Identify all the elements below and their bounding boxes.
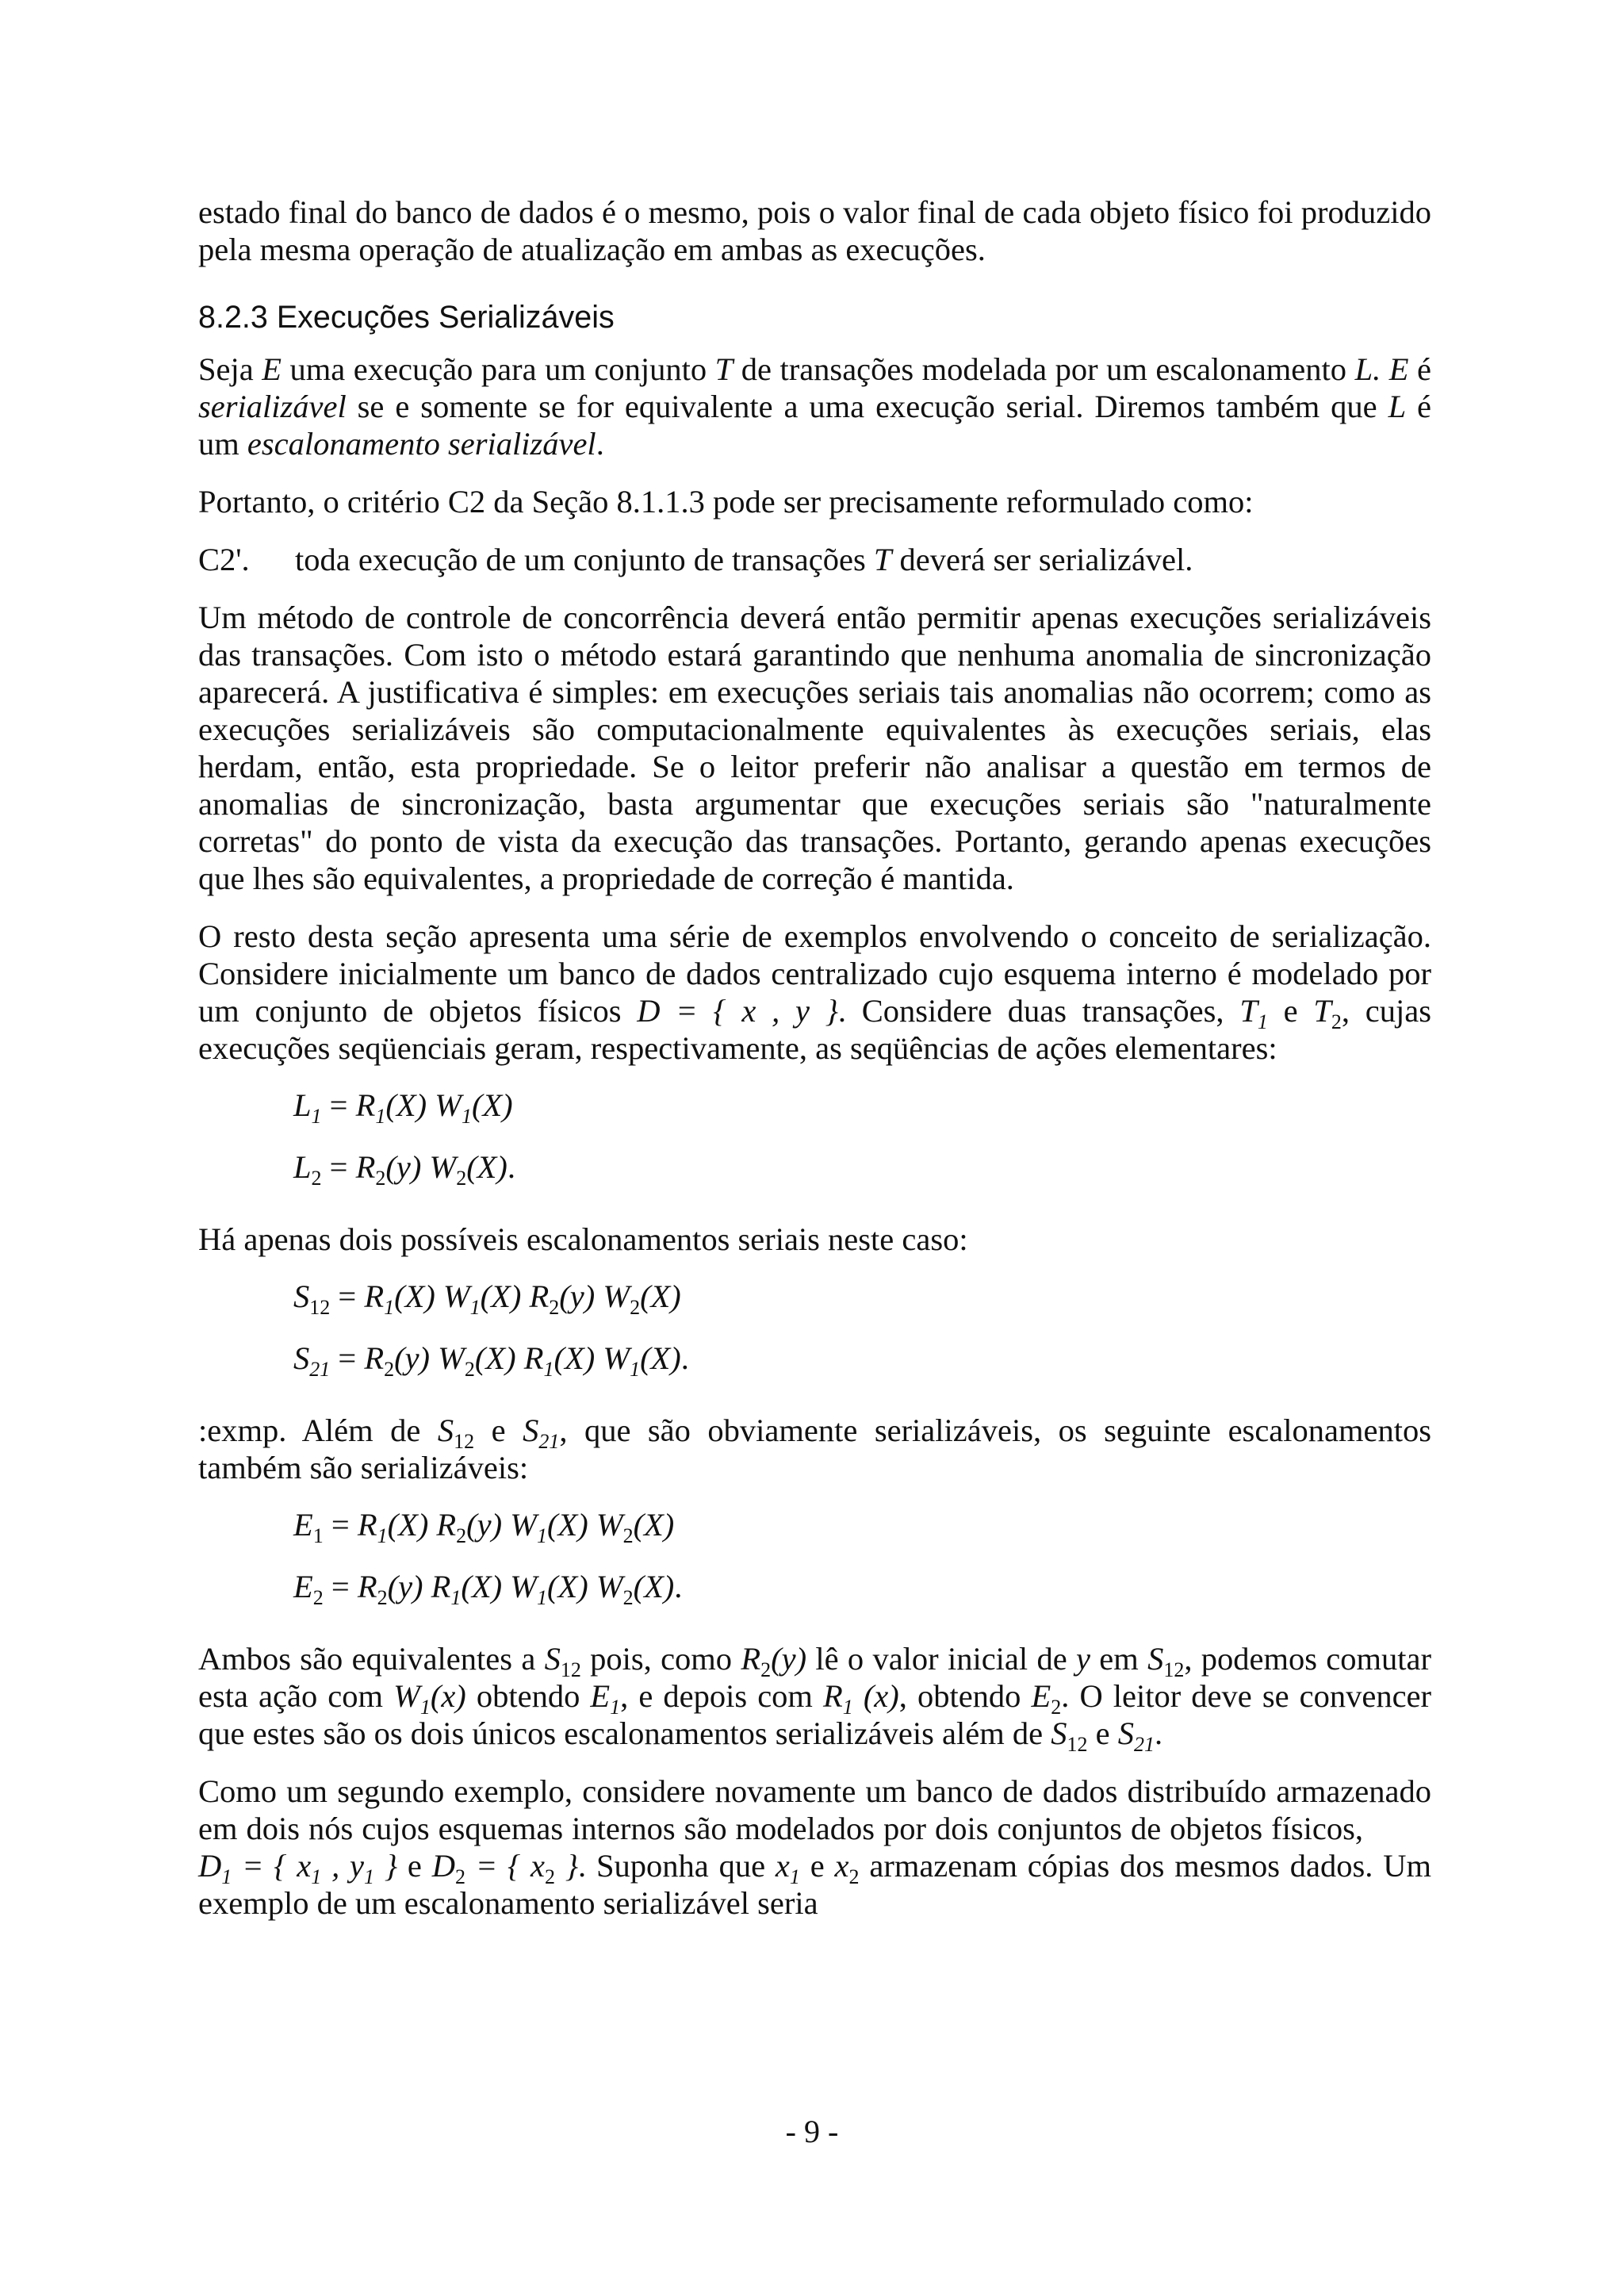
criterion-text: toda execução de um conjunto de transações T deverá ser serializável. <box>295 542 1193 577</box>
section-heading: 8.2.3 Execuções Serializáveis <box>198 300 615 335</box>
page-content <box>198 194 1431 1922</box>
text: estado final do banco de dados é o mesmo, pois o valor final de cada objeto físico foi <box>198 194 1293 230</box>
paragraph-intro <box>198 194 1431 268</box>
paragraph-method: Um método de controle de concorrência deverá então permitir apenas execuções serializáveis das transações. Com isto o método estará garantindo que nenhuma anomalia de sincronização aparecerá. A justificativa é simples: em execuções seriais tais anomalias não ocorrem; como as execuções serializáveis são computacionalmente equivalentes às execuções seriais, elas herdam, então, esta propriedade. Se o leitor preferir não analisar a questão em termos de anomalias de sincronização, basta argumentar que execuções seriais são "naturalmente corretas" do ponto de vista da execução das transações. Portanto, gerando apenas execuções que lhes são equivalentes, a propriedade de correção é mantida. <box>198 600 1431 896</box>
equation-e2: $E_2 = R_2(y)$ $R_1(X)$ $W_1(X)$ $W_2(X)$. <box>293 1569 683 1609</box>
criterion-label: C2'. <box>198 542 250 577</box>
paragraph-examples: O resto desta seção apresenta uma série de exemplos envolvendo o conceito de serialização. Considere inicialmente um banco de dados centralizado cujo esquema interno é modelado por um conjunto de objetos físicos D = { x , y }. Considere duas transações, $T_1$ e $T_2$, cujas execuções seqüenciais geram, respectivamente, as seqüências de ações elementares: <box>198 918 1431 1066</box>
paragraph-reformulation: Portanto, o critério C2 da Seção 8.1.1.3 pode ser precisamente reformulado como: <box>198 484 1254 519</box>
equation-l1: $L_1 = R_1(X)$ $W_1(X)$ <box>293 1087 513 1128</box>
paragraph-serial-intro: Há apenas dois possíveis escalonamentos seriais neste caso: <box>198 1221 968 1257</box>
page-number: - 9 - <box>785 2114 839 2149</box>
paragraph-exmp: :exmp. Além de $S_{12}$ e $S_{21}$, que são obviamente serializáveis, os seguinte escalonamentos também são serializáveis: <box>198 1412 1431 1485</box>
equation-l2: $L_2 = R_2(y)$ $W_2(X)$. <box>293 1149 516 1190</box>
paragraph-distributed: Como um segundo exemplo, considere novamente um banco de dados distribuído armazenado em dois nós cujos esquemas internos são modelados por dois conjuntos de objetos $físicos,D_1$ = { $x_1$ , $y_1$ } e $D_2$ = { $x_2$ }. Suponha que $x_1$ e $x_2$ armazenam cópias dos mesmos dados. Um exemplo de um escalonamento serializável seria <box>198 1773 1431 1921</box>
equation-s21: $S_{21} = R_2(y)$ $W_2(X)$ $R_1(X)$ $W_1(X)$. <box>293 1340 689 1381</box>
criterion-c2 <box>198 541 1431 578</box>
paragraph-definition: Seja E uma execução para um conjunto T de transações modelada por um escalonamento L. E é serializável se e somente se for equivalente a uma execução serial. Diremos também que L é um escalonamento serializável. <box>198 351 1431 462</box>
paragraph-both: Ambos são equivalentes a $S_{12}$ pois, como $R_2(y)$ lê o valor inicial de y em $S_{12}$, podemos comutar esta ação com $W_1(x)$ obtendo $E_1$, e depois com $R_1$ (x), obtendo $E_2$. O leitor deve se convencer que estes são os dois únicos escalonamentos serializáveis além de $S_{12}$ e $S_{21}$. <box>198 1641 1432 1756</box>
text: produzido pela mesma operação de atualização em ambas as execuções. <box>198 194 1432 267</box>
equation-s12: $S_{12} = R_1(X)$ $W_1(X)$ $R_2(y)$ $W_2(X)$ <box>293 1278 681 1319</box>
equation-e1: $E_1 = R_1(X)$ $R_2(y)$ $W_1(X)$ $W_2(X)$ <box>293 1507 675 1547</box>
